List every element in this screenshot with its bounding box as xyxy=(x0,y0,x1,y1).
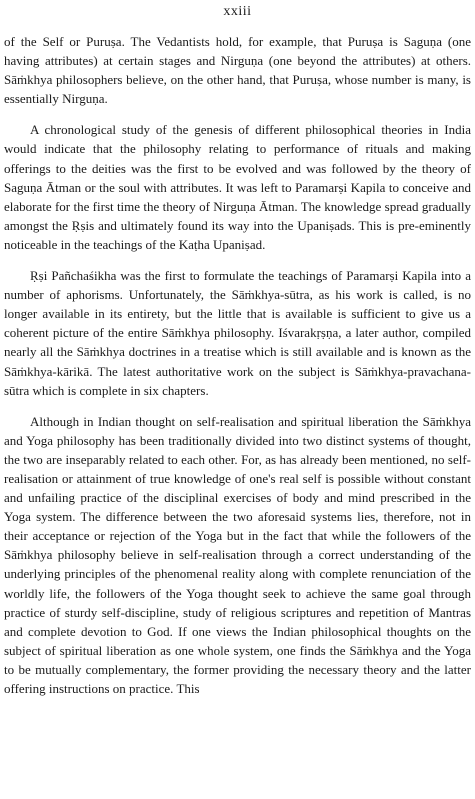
page-number: xxiii xyxy=(223,4,252,19)
paragraph-chronological-study: A chronological study of the genesis of different philosophical theories in India would indicate that the philosophy relating to performance of rituals and making offerings to the deities was the first to be evolved and was followed by the theory of Saguṇa Ātman or the soul with attributes. It was left to Paramarṣi Kapila to conceive and elaborate for the first time the theory of Nirguṇa Ātman. The knowledge spread gradually amongst the Ṛṣis and ultimately found its way into the Upaniṣads. This is pre-eminently noticeable in the teachings of the Kaṭha Upaniṣad. xyxy=(4,122,471,252)
paragraph-purusa-continued: of the Self or Puruṣa. The Vedantists hold, for example, that Puruṣa is Saguṇa (one having attributes) at certain stages and Nirguṇa (one beyond the attributes) at others. Sāṁkhya philosophers believe, on the other hand, that Puruṣa, whose number is many, is essentially Nirguṇa. xyxy=(4,34,471,107)
paragraph-samkhya-yoga: Although in Indian thought on self-realisation and spiritual liberation the Sāṁkhya and Yoga philosophy has been traditionally divided into two distinct systems of thought, the two are inseparably related to each other. For, as has already been mentioned, no self-realisation or attainment of true knowledge of one's real self is possible without constant and unfailing practice of the disciplinal exercises of body and mind prescribed in the Yoga system. The difference between the two aforesaid systems lies, therefore, not in their acceptance or rejection of the Yoga but in the fact that while the followers of the Sāṁkhya philosophy believe in self-realisation through a correct understanding of the underlying principles of the phenomenal reality along with complete renunciation of the worldly life, the followers of the Yoga thought seek to achieve the same goal through practice of sturdy self-discipline, study of religious scriptures and repetition of Mantras and complete devotion to God. If one views the Indian philosophical thoughts on the subject of spiritual liberation as one whole system, one finds the Sāṁkhya and the Yoga to be mutually complementary, the former providing the necessary theory and the latter offering instructions on practice. This xyxy=(4,413,471,696)
paragraph-panchasikha: Ṛṣi Pañchaśikha was the first to formulate the teachings of Paramarṣi Kapila into a number of aphorisms. Unfortunately, the Sāṁkhya-sūtra, as his work is called, is no longer available in its entirety, but the little that is available is sufficient to give us a coherent picture of the entire Sāṁkhya philosophy. Iśvarakṛṣṇa, a later author, compiled nearly all the Sāṁkhya doctrines in a treatise which is still available and is known as the Sāṁkhya-kārikā. The latest authoritative work on the subject is Sāṁkhya-pravachana-sūtra which is complete in six chapters. xyxy=(4,268,471,398)
